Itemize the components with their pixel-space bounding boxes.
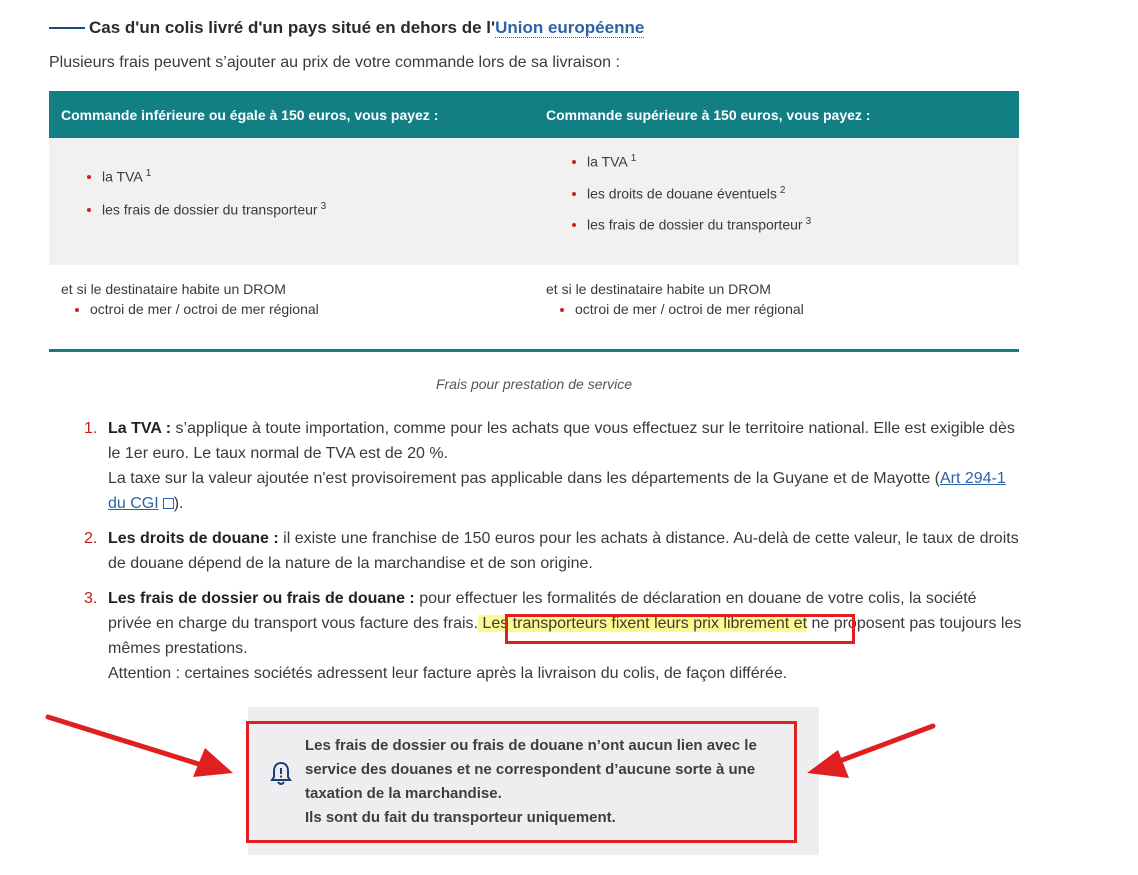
list-item: octroi de mer / octroi de mer régional (546, 301, 1019, 317)
union-europeenne-link[interactable]: Union européenne (495, 18, 645, 37)
intro-text: Plusieurs frais peuvent s’ajouter au prix de votre commande lors de sa livraison : (49, 54, 620, 71)
table-caption: Frais pour prestation de service (435, 376, 633, 392)
footnote-body: Les frais de dossier ou frais de douane : pour effectuer les formalités de déclaration en douane de votre colis, la société privée en charge du transport vous facture des frais. Les transporteurs fixent leurs prix librement et ne proposent pas toujours les mêmes prestations. Attention : certaines sociétés adressent leur facture après la livraison du colis, de façon différée. (108, 590, 1022, 682)
footnote-body: Les droits de douane : il existe une franchise de 150 euros pour les achats à distance. Au-delà de cette valeur, le taux de droits de douane dépend de la nature de la marchandise et de son origine. (108, 530, 1019, 572)
footnote-body: La TVA : s’applique à toute importation, comme pour les achats que vous effectuez sur le territoire national. Elle est exigible dès le 1er euro. Le taux normal de TVA est de 20 %. La taxe sur la valeur ajoutée n'est provisoirement pas applicable dans les départements de la Guyane et de Mayotte (Art 294-1 du CGI ). (108, 420, 1015, 512)
list-item: octroi de mer / octroi de mer régional (61, 301, 534, 317)
footnote-number: 3. (84, 590, 98, 607)
col2-header: Commande supérieure à 150 euros, vous payez : (546, 107, 871, 123)
highlighted-text: Les transporteurs fixent leurs prix librement et (477, 615, 808, 632)
alert-text: Les frais de dossier ou frais de douane n’ont aucun lien avec le service des douanes et ne correspondent d’aucune sorte à une taxation de la marchandise. Ils sont du fait du transporteur uniquement. (305, 737, 757, 826)
list-item: les frais de dossier du transporteur $^3$ (546, 216, 811, 233)
list-item: la TVA $^1$ (61, 168, 326, 185)
cgi-article-link[interactable]: Art 294-1 du CGI (108, 470, 1006, 512)
list-item: les droits de douane éventuels $^2$ (546, 185, 811, 202)
left-arrow-icon (48, 717, 233, 777)
footnote-number: 1. (84, 420, 98, 437)
footnote-number: 2. (84, 530, 98, 547)
right-arrow-icon (807, 726, 933, 778)
list-item: les frais de dossier du transporteur $^3$ (61, 201, 326, 218)
drom-label: et si le destinataire habite un DROM (546, 281, 771, 297)
heading-text: Cas d'un colis livré d'un pays situé en dehors de l'Union européenne (89, 18, 645, 37)
col1-header: Commande inférieure ou égale à 150 euros, vous payez : (61, 107, 439, 123)
drom-label: et si le destinataire habite un DROM (61, 281, 286, 297)
list-item: la TVA $^1$ (546, 153, 811, 170)
